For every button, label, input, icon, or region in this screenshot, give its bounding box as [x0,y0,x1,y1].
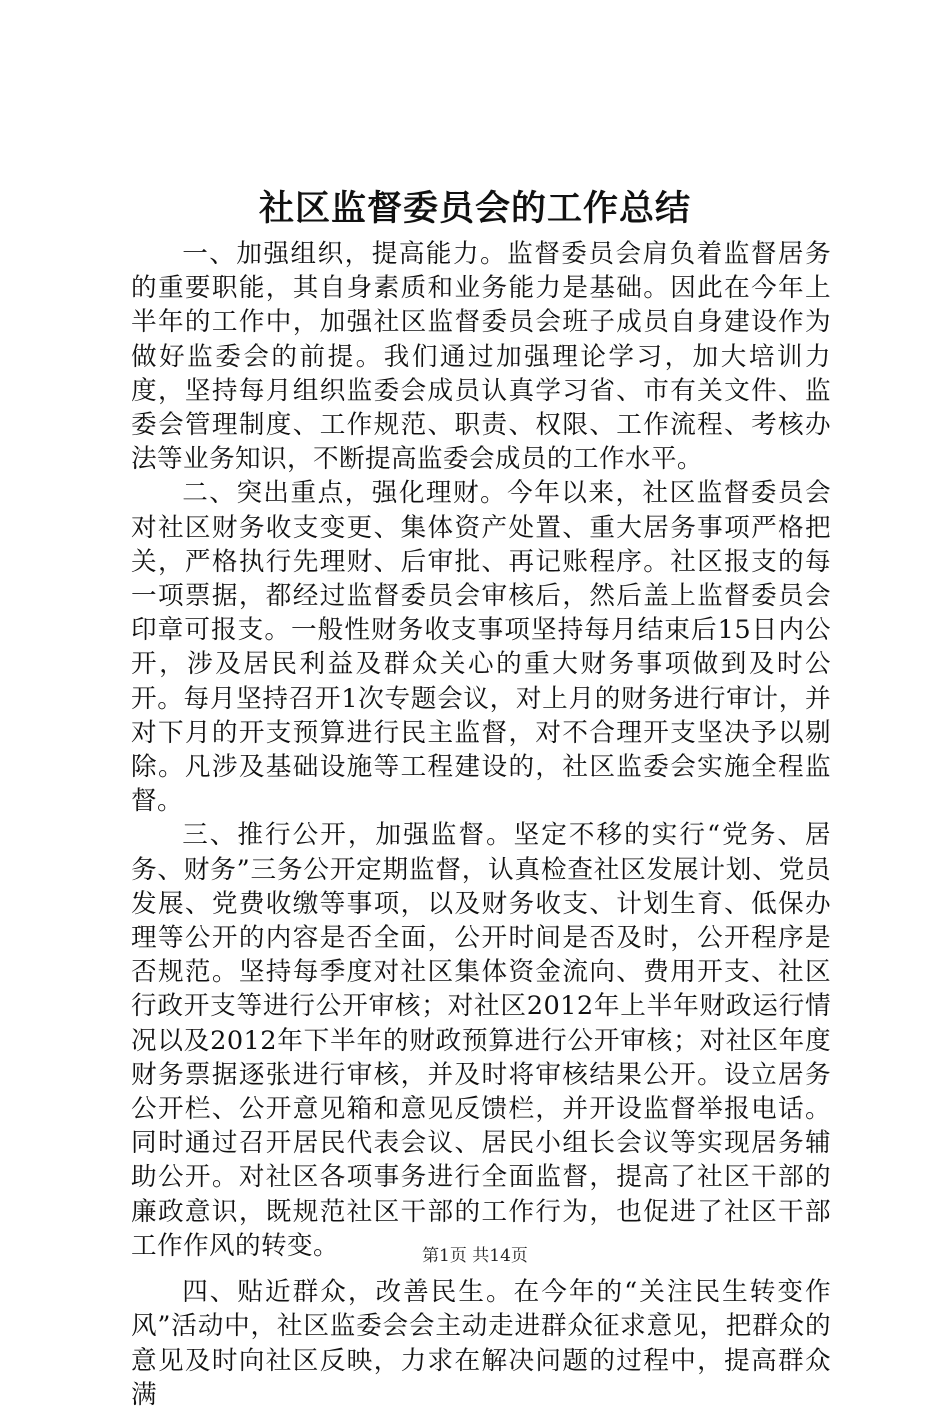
document-title: 社区监督委员会的工作总结 [258,188,691,229]
paragraph-2: 二、突出重点，强化理财。今年以来，社区监督委员会对社区财务收支变更、集体资产处置、重大居务事项严格把关，严格执行先理财、后审批、再记账程序。社区报支的每一项票据，都经过监督委员会审核后，然后盖上监督委员会印章可报支。一般性财务收支事项坚持每月结束后15日内公开，涉及居民利益及群众关心的重大财务事项做到及时公开。每月坚持召开1次专题会议，对上月的财务进行审计，并对下月的开支预算进行民主监督，对不合理开支坚决予以剔除。凡涉及基础设施等工程建设的，社区监委会实施全程监督。 [131,478,831,817]
paragraph-1: 一、加强组织，提高能力。监督委员会肩负着监督居务的重要职能，其自身素质和业务能力是基础。因此在今年上半年的工作中，加强社区监督委员会班子成员自身建设作为做好监委会的前提。我们通过加强理论学习，加大培训力度，坚持每月组织监委会成员认真学习省、市有关文件、监委会管理制度、工作规范、职责、权限、工作流程、考核办法等业务知识，不断提高监委会成员的工作水平。 [131,239,831,475]
paragraph-3: 三、推行公开，加强监督。坚定不移的实行“党务、居务、财务”三务公开定期监督，认真检查社区发展计划、党员发展、党费收缴等事项，以及财务收支、计划生育、低保办理等公开的内容是否全面，公开时间是否及时，公开程序是否规范。坚持每季度对社区集体资金流向、费用开支、社区行政开支等进行公开审核；对社区2012年上半年财政运行情况以及2012年下半年的财政预算进行公开审核；对社区年度财务票据逐张进行审核，并及时将审核结果公开。设立居务公开栏、公开意见箱和意见反馈栏，并开设监督举报电话。同时通过召开居民代表会议、居民小组长会议等实现居务辅助公开。对社区各项事务进行全面监督，提高了社区干部的廉政意识，既规范社区干部的工作行为，也促进了社区干部工作作风的转变。 [131,820,831,1261]
paragraph-4: 四、贴近群众，改善民生。在今年的“关注民生转变作风”活动中，社区监委会会主动走进群众征求意见，把群众的意见及时向社区反映，力求在解决问题的过程中，提高群众满 [131,1277,831,1410]
document-body [131,237,831,1412]
page-number-footer: 第1页 共14页 [422,1246,528,1266]
